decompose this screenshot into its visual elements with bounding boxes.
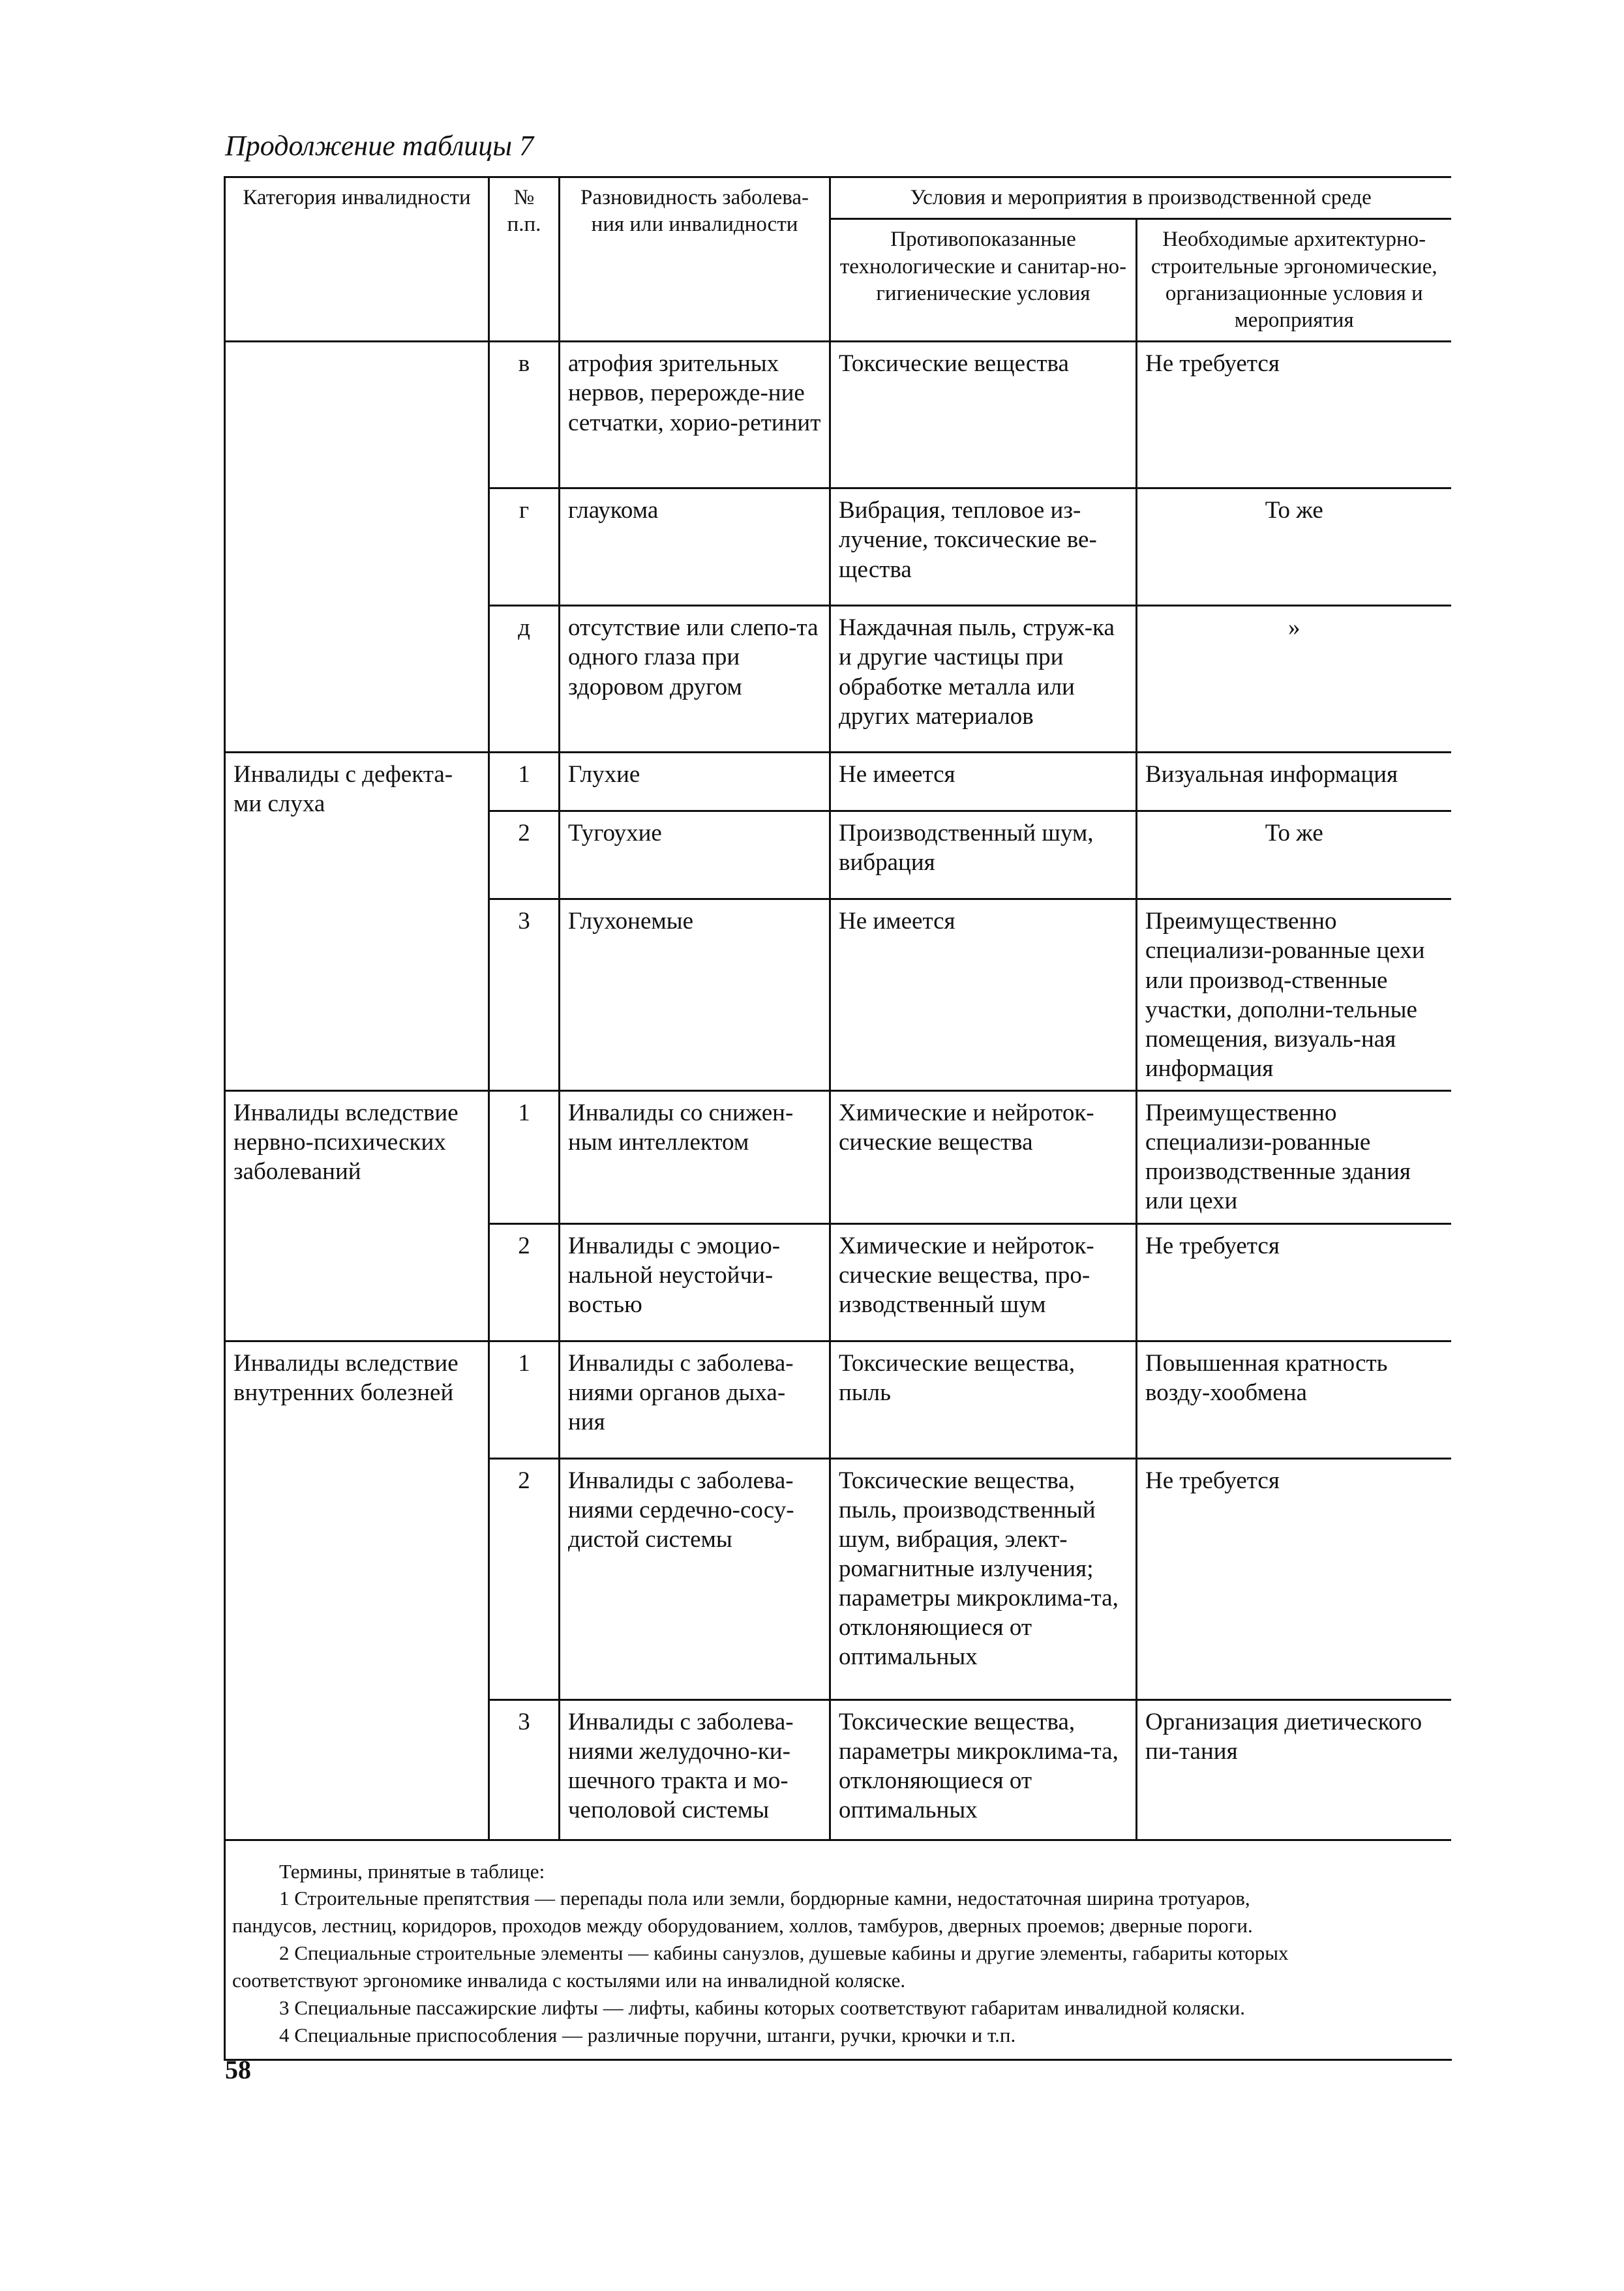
contra-cell: Наждачная пыль, струж-ка и другие частицы при обработке металла или других материалов <box>830 606 1137 753</box>
note-3: 3 Специальные пассажирские лифты — лифты, кабины которых соответствуют габаритам инвалидной коляски. <box>279 1996 1245 2019</box>
contra-cell: Не имеется <box>830 753 1137 811</box>
variety-cell: Тугоухие <box>560 811 830 899</box>
notes-title: Термины, принятые в таблице: <box>279 1859 545 1883</box>
variety-cell: Инвалиды с эмоцио-нальной неустойчи-востью <box>560 1223 830 1341</box>
category-cell: Инвалиды с дефекта-ми слуха <box>225 753 489 1091</box>
contra-cell: Не имеется <box>830 899 1137 1091</box>
row-number: 1 <box>489 1091 560 1224</box>
required-cell: Не требуется <box>1137 1223 1451 1341</box>
required-cell: Организация диетического пи-тания <box>1137 1700 1451 1840</box>
category-cell <box>225 342 489 753</box>
header-category: Категория инвалидности <box>225 177 489 342</box>
variety-cell: Инвалиды со снижен-ным интеллектом <box>560 1091 830 1224</box>
required-cell: Повышенная кратность возду-хообмена <box>1137 1341 1451 1458</box>
variety-cell: Инвалиды с заболева-ниями сердечно-сосу-дистой системы <box>560 1458 830 1700</box>
table-row <box>225 1091 1451 1224</box>
note-1-line-1: 1 Строительные препятствия — перепады пола или земли, бордюрные камни, недостаточная ширина тротуаров, <box>279 1887 1250 1910</box>
note-2-line-2: соответствуют эргономике инвалида с костылями или на инвалидной коляске. <box>232 1968 906 1992</box>
required-cell: » <box>1137 606 1451 753</box>
variety-cell: Глухонемые <box>560 899 830 1091</box>
data-table <box>224 176 1451 1841</box>
variety-cell: глаукома <box>560 488 830 606</box>
category-cell: Инвалиды вследствие внутренних болезней <box>225 1341 489 1840</box>
contra-cell: Токсические вещества, пыль, производственный шум, вибрация, элект-ромагнитные излучения; параметры микроклима-та, отклоняющиеся от оптимальных <box>830 1458 1137 1700</box>
required-cell: Визуальная информация <box>1137 753 1451 811</box>
row-number: 1 <box>489 1341 560 1458</box>
required-cell: Преимущественно специализи-рованные производственные здания или цехи <box>1137 1091 1451 1224</box>
row-number: г <box>489 488 560 606</box>
note-1-line-2: пандусов, лестниц, коридоров, проходов между оборудованием, холлов, тамбуров, дверных проемов; дверные пороги. <box>232 1914 1253 1938</box>
table-caption: Продолжение таблицы 7 <box>225 130 534 162</box>
contra-cell: Производственный шум, вибрация <box>830 811 1137 899</box>
required-cell: Не требуется <box>1137 342 1451 488</box>
required-cell: То же <box>1137 488 1451 606</box>
row-number: 2 <box>489 1223 560 1341</box>
table-notes <box>224 1841 1452 2061</box>
required-cell: То же <box>1137 811 1451 899</box>
variety-cell: Инвалиды с заболева-ниями органов дыха-ния <box>560 1341 830 1458</box>
variety-cell: отсутствие или слепо-та одного глаза при здоровом другом <box>560 606 830 753</box>
row-number: 2 <box>489 811 560 899</box>
contra-cell: Токсические вещества <box>830 342 1137 488</box>
row-number: в <box>489 342 560 488</box>
variety-cell: Инвалиды с заболева-ниями желудочно-ки-шечного тракта и мо-чеполовой системы <box>560 1700 830 1840</box>
table-row <box>225 753 1451 811</box>
contra-cell: Вибрация, тепловое из-лучение, токсические ве-щества <box>830 488 1137 606</box>
category-cell: Инвалиды вследствие нервно-психических заболеваний <box>225 1091 489 1341</box>
variety-cell: Глухие <box>560 753 830 811</box>
header-required: Необходимые архитектурно-строительные эргономические, организационные условия и мероприятия <box>1137 219 1451 342</box>
page-number: 58 <box>225 2055 251 2084</box>
table-row <box>225 342 1451 488</box>
row-number: 3 <box>489 1700 560 1840</box>
row-number: 3 <box>489 899 560 1091</box>
header-contraindicated: Противопоказанные технологические и санитар-но-гигиенические условия <box>830 219 1137 342</box>
contra-cell: Химические и нейроток-сические вещества <box>830 1091 1137 1224</box>
header-variety: Разновидность заболева-ния или инвалидности <box>560 177 830 342</box>
required-cell: Не требуется <box>1137 1458 1451 1700</box>
table-row <box>225 1341 1451 1458</box>
variety-cell: атрофия зрительных нервов, перерожде-ние сетчатки, хорио-ретинит <box>560 342 830 488</box>
row-number: 1 <box>489 753 560 811</box>
required-cell: Преимущественно специализи-рованные цехи или производ-ственные участки, дополни-тельные помещения, визуаль-ная информация <box>1137 899 1451 1091</box>
contra-cell: Токсические вещества, параметры микроклима-та, отклоняющиеся от оптимальных <box>830 1700 1137 1840</box>
table-container <box>224 176 1450 2061</box>
note-4: 4 Специальные приспособления — различные поручни, штанги, ручки, крючки и т.п. <box>279 2023 1016 2046</box>
contra-cell: Химические и нейроток-сические вещества, про-изводственный шум <box>830 1223 1137 1341</box>
row-number: 2 <box>489 1458 560 1700</box>
row-number: д <box>489 606 560 753</box>
header-conditions-group: Условия и мероприятия в производственной среде <box>830 177 1451 219</box>
header-number: № п.п. <box>489 177 560 342</box>
note-2-line-1: 2 Специальные строительные элементы — кабины санузлов, душевые кабины и другие элементы, габариты которых <box>279 1941 1289 1965</box>
contra-cell: Токсические вещества, пыль <box>830 1341 1137 1458</box>
header-row <box>225 177 1451 219</box>
